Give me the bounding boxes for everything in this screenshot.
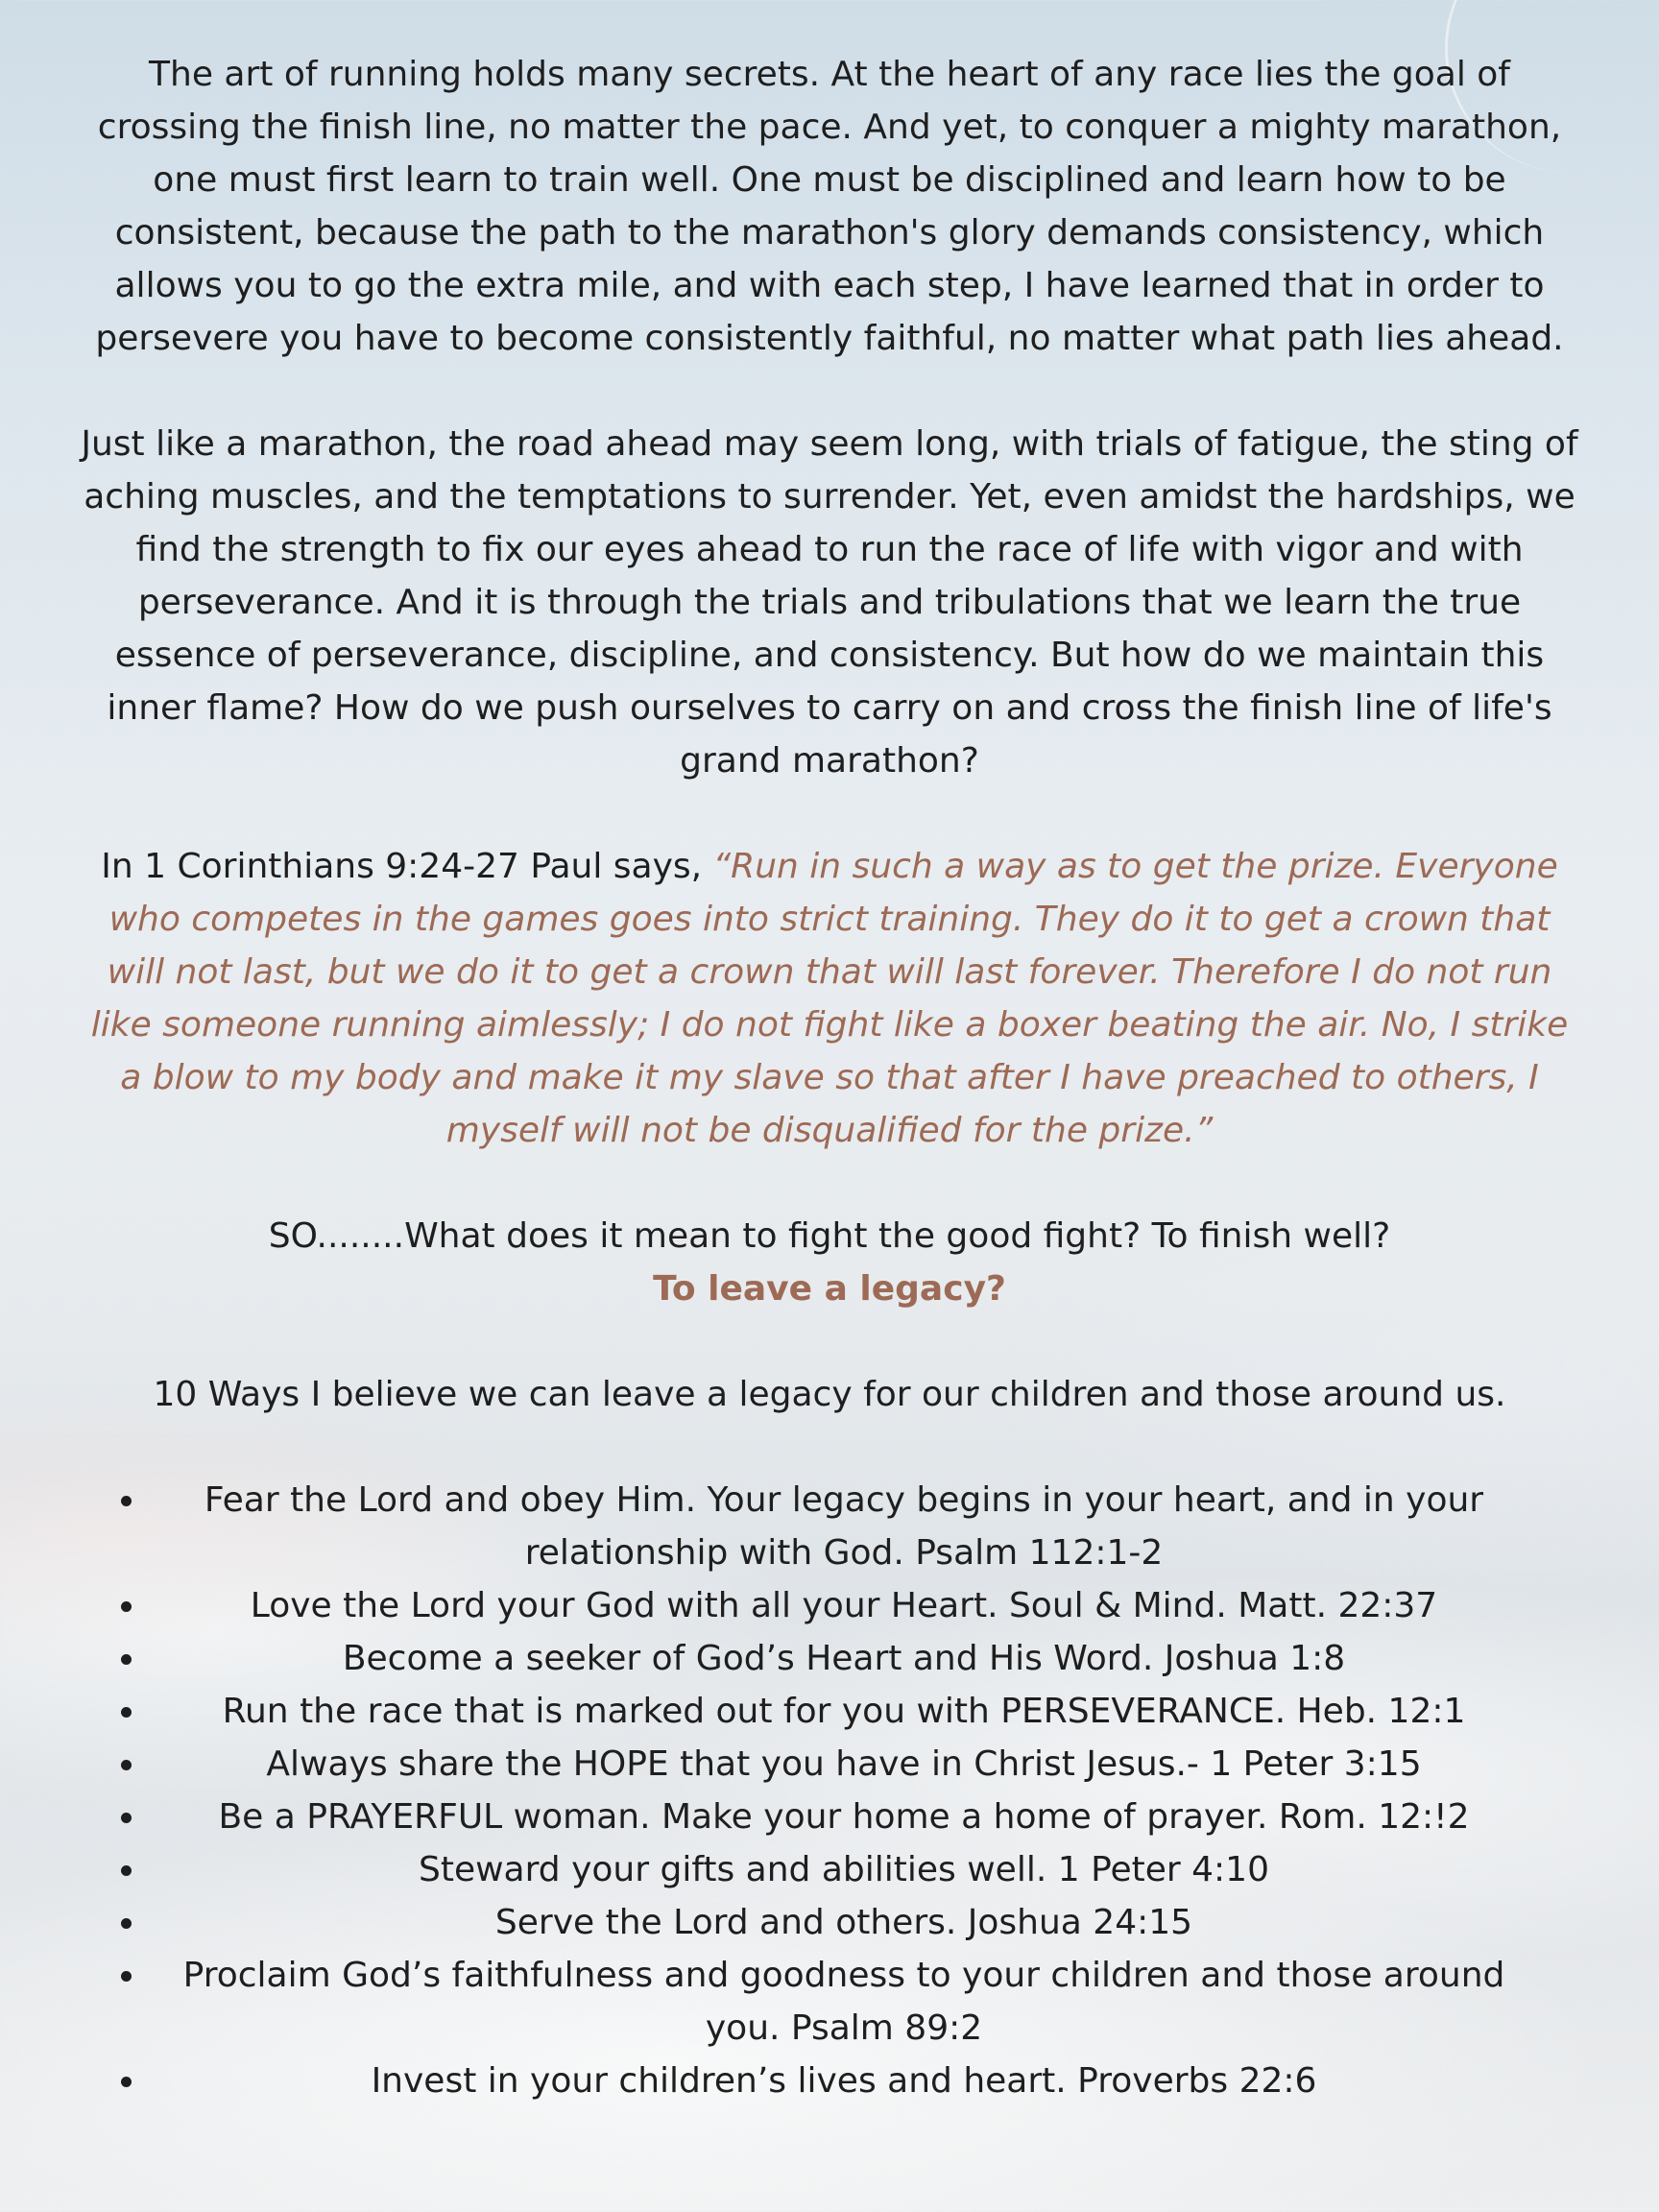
list-item-text: Always share the HOPE that you have in Christ Jesus.- 1 Peter 3:15 <box>266 1744 1422 1784</box>
list-item <box>77 1791 1582 1843</box>
list-item <box>77 1843 1582 1896</box>
list-item <box>77 1474 1582 1579</box>
legacy-ways-list <box>77 1474 1582 2107</box>
list-item-text: Steward your gifts and abilities well. 1 Peter 4:10 <box>419 1850 1269 1889</box>
bullet-icon <box>121 1496 132 1506</box>
list-item <box>77 1685 1582 1738</box>
list-item-text: Be a PRAYERFUL woman. Make your home a home of prayer. Rom. 12:!2 <box>218 1797 1470 1837</box>
list-item <box>77 1632 1582 1685</box>
document-body <box>77 48 1582 2107</box>
good-fight-question: SO........What does it mean to fight the good fight? To finish well? <box>268 1216 1391 1256</box>
bullet-icon <box>121 1760 132 1770</box>
marathon-paragraph: Just like a marathon, the road ahead may seem long, with trials of fatigue, the sting of aching muscles, and the temptations to surrender. Yet, even amidst the hardships, we find the strength to fix our eyes ahead to run the race of life with vigor and with perseverance. And it is through the trials and tribulations that we learn the true essence of perseverance, discipline, and consistency. But how do we maintain this inner flame? How do we push ourselves to carry on and cross the finish line of life's grand marathon? <box>81 424 1578 781</box>
list-item-text: Become a seeker of God’s Heart and His Word. Joshua 1:8 <box>342 1639 1346 1678</box>
list-item-text: Invest in your children’s lives and heart. Proverbs 22:6 <box>371 2061 1317 2101</box>
bullet-icon <box>121 1654 132 1665</box>
scripture-intro: In 1 Corinthians 9:24-27 Paul says, <box>101 847 713 886</box>
scripture-paragraph <box>77 840 1582 1157</box>
list-intro: 10 Ways I believe we can leave a legacy for our children and those around us. <box>153 1375 1506 1414</box>
bullet-icon <box>121 1918 132 1929</box>
bullet-icon <box>121 2077 132 2087</box>
list-item <box>77 1896 1582 1949</box>
list-item <box>77 2055 1582 2107</box>
bullet-icon <box>121 1707 132 1718</box>
bullet-icon <box>121 1601 132 1612</box>
list-item <box>77 1579 1582 1632</box>
list-item-text: Proclaim God’s faithfulness and goodness to your children and those around you. Psalm 89:2 <box>182 1956 1505 2048</box>
bullet-icon <box>121 1813 132 1823</box>
list-item-text: Love the Lord your God with all your Heart. Soul & Mind. Matt. 22:37 <box>250 1586 1438 1625</box>
legacy-question: To leave a legacy? <box>653 1269 1006 1309</box>
question-block <box>77 1210 1582 1315</box>
list-item-text: Run the race that is marked out for you with PERSEVERANCE. Heb. 12:1 <box>222 1692 1466 1731</box>
intro-paragraph: The art of running holds many secrets. At the heart of any race lies the goal of crossing the finish line, no matter the pace. And yet, to conquer a mighty marathon, one must first learn to train well. One must be disciplined and learn how to be consistent, because the path to the marathon's glory demands consistency, which allows you to go the extra mile, and with each step, I have learned that in order to persevere you have to become consistently faithful, no matter what path lies ahead. <box>95 55 1564 358</box>
bullet-icon <box>121 1971 132 1982</box>
list-item <box>77 1738 1582 1791</box>
list-item <box>77 1949 1582 2055</box>
list-item-text: Fear the Lord and obey Him. Your legacy begins in your heart, and in your relationship with God. Psalm 112:1-2 <box>204 1480 1484 1573</box>
list-item-text: Serve the Lord and others. Joshua 24:15 <box>494 1903 1193 1942</box>
scripture-quote: “Run in such a way as to get the prize. Everyone who competes in the games goes into strict training. They do it to get a crown that will not last, but we do it to get a crown that will last forever. Therefore I do not run like someone running aimlessly; I do not fight like a boxer beating the air. No, I strike a blow to my body and make it my slave so that after I have preached to others, I myself will not be disqualified for the prize.” <box>90 847 1569 1150</box>
bullet-icon <box>121 1865 132 1876</box>
